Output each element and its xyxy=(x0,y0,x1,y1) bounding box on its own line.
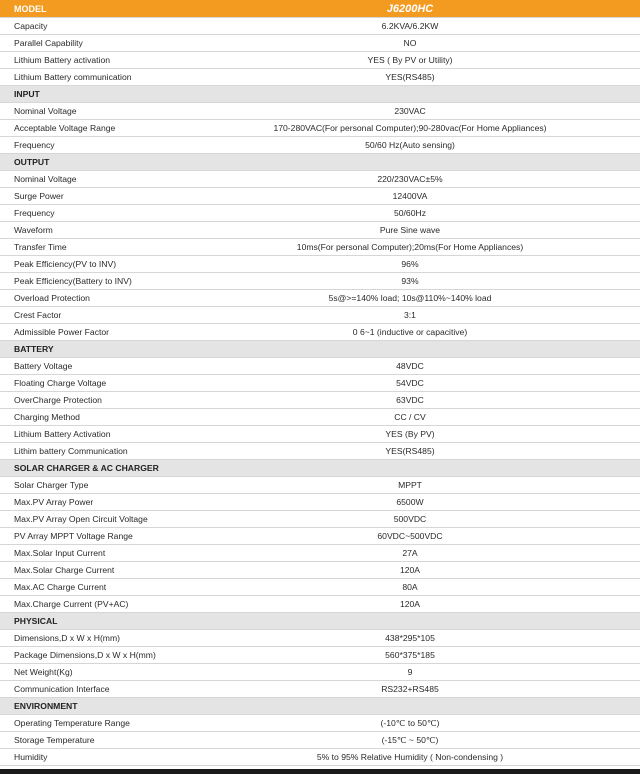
spec-row xyxy=(0,511,640,528)
spec-label: Frequency xyxy=(14,140,55,150)
spec-value: (-15℃ ~ 50℃) xyxy=(381,734,439,745)
section-header-battery: BATTERY xyxy=(0,341,640,358)
spec-value: 80A xyxy=(402,582,418,592)
battery-section xyxy=(0,358,640,460)
spec-label: Net Weight(Kg) xyxy=(14,667,73,677)
spec-value: MPPT xyxy=(398,480,422,490)
spec-label: Waveform xyxy=(14,225,53,235)
spec-value: 50/60Hz xyxy=(393,208,426,218)
section-header-solar-charger: SOLAR CHARGER & AC CHARGER xyxy=(0,460,640,477)
spec-label: Frequency xyxy=(14,208,55,218)
spec-label: Lithium Battery activation xyxy=(14,55,111,65)
output-section xyxy=(0,171,640,341)
spec-row xyxy=(0,69,640,86)
spec-label: Nominal Voltage xyxy=(14,174,77,184)
spec-value: 120A xyxy=(399,565,421,575)
spec-label: Operating Temperature Range xyxy=(14,718,130,728)
spec-value: YES(RS485) xyxy=(385,72,435,82)
spec-row xyxy=(0,647,640,664)
input-section xyxy=(0,103,640,154)
spec-label: Package Dimensions,D x W x H(mm) xyxy=(14,650,156,660)
spec-row xyxy=(0,18,640,35)
spec-label: Battery Voltage xyxy=(14,361,73,371)
environment-section xyxy=(0,715,640,766)
spec-row xyxy=(0,307,640,324)
spec-label: Communication Interface xyxy=(14,684,110,694)
spec-row xyxy=(0,120,640,137)
spec-value: 120A xyxy=(399,599,421,609)
spec-row xyxy=(0,630,640,647)
spec-value: NO xyxy=(403,38,417,48)
model-value: J6200HC xyxy=(386,2,434,15)
spec-row xyxy=(0,426,640,443)
spec-label: Dimensions,D x W x H(mm) xyxy=(14,633,120,643)
section-header-output: OUTPUT xyxy=(0,154,640,171)
spec-row xyxy=(0,494,640,511)
spec-label: Overload Protection xyxy=(14,293,90,303)
spec-label: Admissible Power Factor xyxy=(14,327,110,337)
spec-value: 96% xyxy=(401,259,419,269)
spec-row xyxy=(0,562,640,579)
spec-label: Lithim battery Communication xyxy=(14,446,128,456)
model-header-row xyxy=(0,0,640,18)
spec-label: Transfer Time xyxy=(14,242,67,252)
spec-value: 220/230VAC±5% xyxy=(377,174,443,184)
spec-row xyxy=(0,375,640,392)
spec-label: Acceptable Voltage Range xyxy=(14,123,116,133)
spec-value: (-10℃ to 50℃) xyxy=(380,717,440,728)
spec-row xyxy=(0,579,640,596)
physical-section xyxy=(0,630,640,698)
spec-value: 5% to 95% Relative Humidity ( Non-condensing ) xyxy=(316,752,504,762)
spec-value: 6500W xyxy=(396,497,424,507)
spec-row xyxy=(0,749,640,766)
spec-row xyxy=(0,392,640,409)
model-label: MODEL xyxy=(14,3,47,14)
spec-value: CC / CV xyxy=(394,412,426,422)
spec-value: 10ms(For personal Computer);20ms(For Home Appliances) xyxy=(296,242,524,252)
spec-value: 48VDC xyxy=(396,361,424,371)
general-section xyxy=(0,18,640,86)
spec-value: 5s@>=140% load; 10s@110%~140% load xyxy=(328,293,492,303)
spec-row xyxy=(0,443,640,460)
spec-value: 560*375*185 xyxy=(385,650,435,660)
spec-label: Lithium Battery Activation xyxy=(14,429,111,439)
spec-row xyxy=(0,358,640,375)
spec-row xyxy=(0,222,640,239)
spec-value: 230VAC xyxy=(394,106,426,116)
spec-value: 0 6~1 (inductive or capacitive) xyxy=(352,327,468,337)
spec-label: Solar Charger Type xyxy=(14,480,89,490)
spec-value: 50/60 Hz(Auto sensing) xyxy=(365,140,455,150)
spec-label: Max.PV Array Open Circuit Voltage xyxy=(14,514,148,524)
spec-row xyxy=(0,188,640,205)
spec-label: Capacity xyxy=(14,21,48,31)
spec-label: Nominal Voltage xyxy=(14,106,77,116)
bottom-divider-bar xyxy=(0,769,640,774)
spec-row xyxy=(0,477,640,494)
section-header-physical: PHYSICAL xyxy=(0,613,640,630)
spec-label: Storage Temperature xyxy=(14,735,95,745)
section-header-environment: ENVIRONMENT xyxy=(0,698,640,715)
section-header-input: INPUT xyxy=(0,86,640,103)
spec-value: 3:1 xyxy=(404,310,416,320)
spec-row xyxy=(0,103,640,120)
spec-value: 6.2KVA/6.2KW xyxy=(381,21,439,31)
spec-label: Floating Charge Voltage xyxy=(14,378,107,388)
spec-label: Lithium Battery communication xyxy=(14,72,132,82)
spec-value: 63VDC xyxy=(396,395,424,405)
spec-value: 438*295*105 xyxy=(385,633,435,643)
spec-value: 93% xyxy=(401,276,419,286)
spec-row xyxy=(0,35,640,52)
spec-value: 12400VA xyxy=(392,191,428,201)
spec-label: Peak Efficiency(PV to INV) xyxy=(14,259,117,269)
spec-label: Max.PV Array Power xyxy=(14,497,94,507)
spec-row xyxy=(0,596,640,613)
spec-label: Max.Solar Charge Current xyxy=(14,565,115,575)
spec-row xyxy=(0,290,640,307)
spec-value: Pure Sine wave xyxy=(379,225,441,235)
spec-label: OverCharge Protection xyxy=(14,395,102,405)
spec-row xyxy=(0,681,640,698)
spec-value: 54VDC xyxy=(396,378,424,388)
spec-value: YES (By PV) xyxy=(385,429,435,439)
spec-row xyxy=(0,664,640,681)
spec-value: 500VDC xyxy=(393,514,427,524)
spec-label: Max.AC Charge Current xyxy=(14,582,107,592)
spec-row xyxy=(0,409,640,426)
spec-value: RS232+RS485 xyxy=(381,684,439,694)
solar-section xyxy=(0,477,640,613)
spec-value: YES(RS485) xyxy=(385,446,435,456)
spec-label: Peak Efficiency(Battery to INV) xyxy=(14,276,132,286)
spec-label: Crest Factor xyxy=(14,310,62,320)
spec-row xyxy=(0,137,640,154)
spec-row xyxy=(0,205,640,222)
spec-row xyxy=(0,732,640,749)
spec-label: Humidity xyxy=(14,752,48,762)
spec-row xyxy=(0,528,640,545)
spec-value: 170-280VAC(For personal Computer);90-280vac(For Home Appliances) xyxy=(273,123,547,133)
spec-label: Parallel Capability xyxy=(14,38,83,48)
spec-row xyxy=(0,52,640,69)
spec-label: PV Array MPPT Voltage Range xyxy=(14,531,133,541)
spec-row xyxy=(0,715,640,732)
spec-label: Charging Method xyxy=(14,412,80,422)
spec-label: Max.Charge Current (PV+AC) xyxy=(14,599,129,609)
spec-row xyxy=(0,273,640,290)
spec-row xyxy=(0,239,640,256)
spec-row xyxy=(0,324,640,341)
spec-value: 27A xyxy=(402,548,418,558)
spec-label: Max.Solar Input Current xyxy=(14,548,106,558)
spec-row xyxy=(0,545,640,562)
spec-value: 60VDC~500VDC xyxy=(377,531,443,541)
spec-value: YES ( By PV or Utility) xyxy=(367,55,453,65)
spec-value: 9 xyxy=(407,667,413,677)
spec-row xyxy=(0,171,640,188)
spec-label: Surge Power xyxy=(14,191,64,201)
spec-row xyxy=(0,256,640,273)
